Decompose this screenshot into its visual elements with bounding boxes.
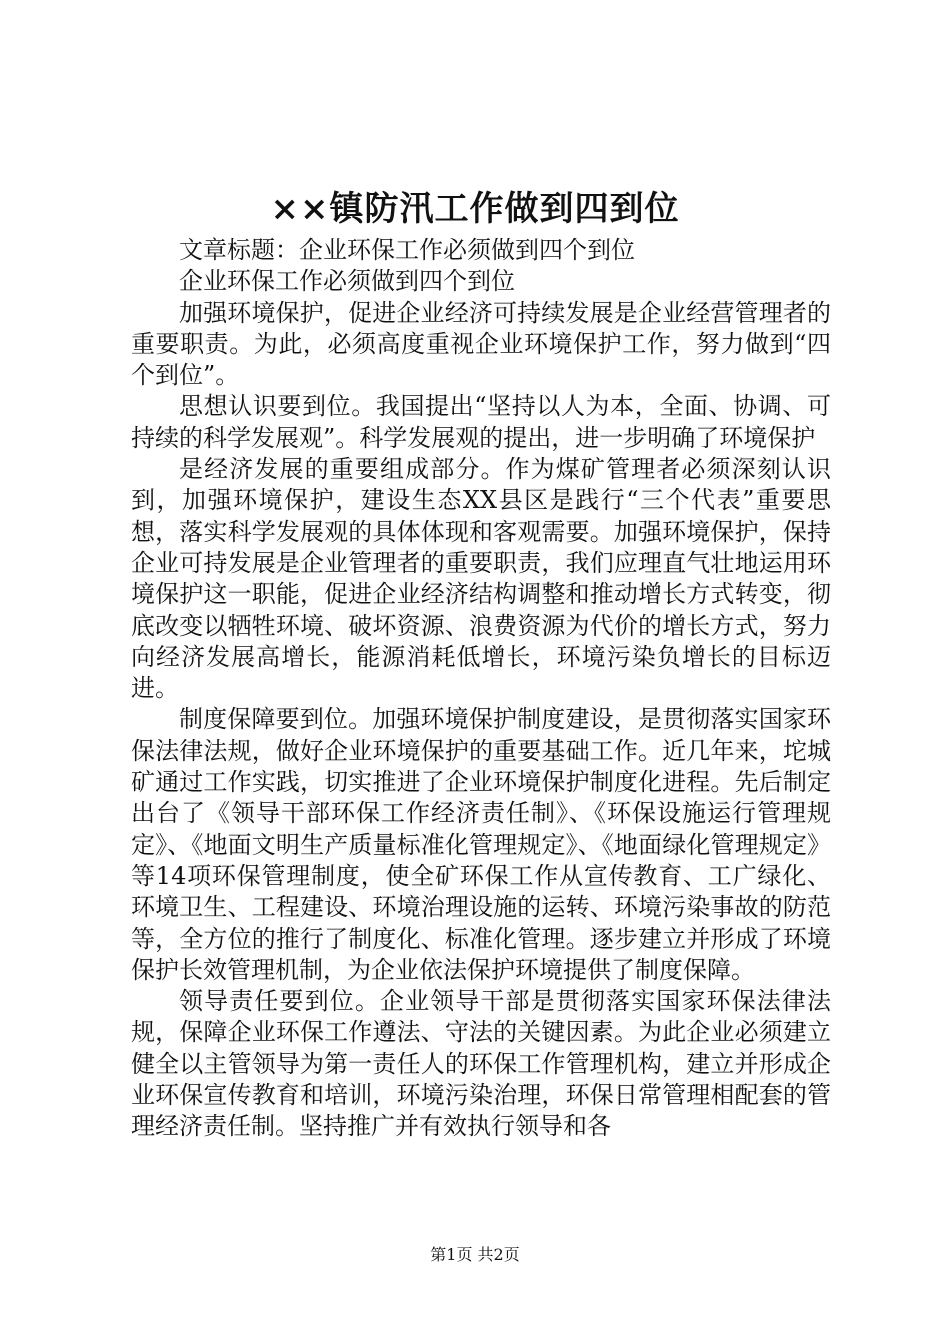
document-title: ××镇防汛工作做到四到位 [270,189,680,229]
paragraph-system: 制度保障要到位。加强环境保护制度建设，是贯彻落实国家环保法律法规，做好企业环境保护的重要基础工作。近几年来，坨城矿通过工作实践，切实推进了企业环境保护制度化进程。先后制定出台了《领导干部环保工作经济责任制》、《环保设施运行管理规定》、《地面文明生产质量标准化管理规定》、《地面绿化管理规定》等14项环保管理制度，使全矿环保工作从宣传教育、工广绿化、环境卫生、工程建设、环境治理设施的运转、环境污染事故的防范等，全方位的推行了制度化、标准化管理。逐步建立并形成了环境保护长效管理机制，为企业依法保护环境提供了制度保障。 [131,705,831,984]
article-heading-line: 企业环保工作必须做到四个到位 [179,267,515,296]
paragraph-leadership: 领导责任要到位。企业领导干部是贯彻落实国家环保法律法规，保障企业环保工作遵法、守法的关键因素。为此企业必须建立健全以主管领导为第一责任人的环保工作管理机构，建立并形成企业环保宣传教育和培训，环境污染治理，环保日常管理相配套的管理经济责任制。坚持推广并有效执行领导和各 [131,987,831,1141]
document-body [131,235,831,1143]
paragraph-thinking: 思想认识要到位。我国提出“坚持以人为本，全面、协调、可持续的科学发展观”。科学发展观的提出，进一步明确了环境保护 [131,392,831,452]
page-number-footer: 第1页 共2页 [430,1245,520,1264]
article-subject-line: 文章标题：企业环保工作必须做到四个到位 [179,236,635,264]
paragraph-economy: 是经济发展的重要组成部分。作为煤矿管理者必须深刻认识到，加强环境保护，建设生态XX县区是践行“三个代表”重要思想，落实科学发展观的具体体现和客观需要。加强环境保护，保持企业可持发展是企业管理者的重要职责，我们应理直气壮地运用环境保护这一职能，促进企业经济结构调整和推动增长方式转变，彻底改变以牺牲环境、破坏资源、浪费资源为代价的增长方式，努力向经济发展高增长，能源消耗低增长，环境污染负增长的目标迈进。 [131,455,831,703]
paragraph-intro: 加强环境保护，促进企业经济可持续发展是企业经营管理者的重要职责。为此，必须高度重视企业环境保护工作，努力做到“四个到位”。 [131,298,831,390]
